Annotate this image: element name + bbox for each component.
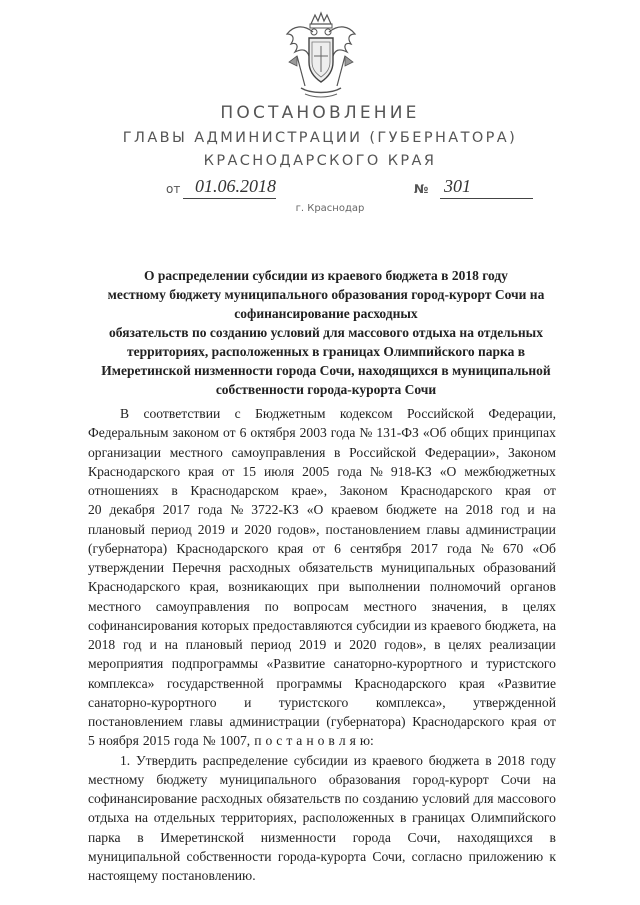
title-line: территориях, расположенных в границах Олимпийского парка в bbox=[126, 344, 526, 359]
word: 2005 bbox=[302, 463, 330, 479]
word: от bbox=[312, 540, 325, 556]
word: санаторно-курортного bbox=[333, 656, 463, 672]
word: туристского bbox=[278, 694, 349, 710]
word: 2019 bbox=[197, 521, 225, 537]
word: утверждении bbox=[88, 560, 165, 575]
word: местного bbox=[169, 444, 223, 460]
word: ноября bbox=[98, 733, 139, 749]
word: года bbox=[197, 502, 223, 518]
title-line: обязательств по созданию условий для массового отдыха на отдельных bbox=[109, 325, 543, 340]
word: от bbox=[221, 463, 235, 479]
word: которых bbox=[201, 617, 250, 633]
word: о bbox=[265, 733, 273, 749]
word: муниципальных bbox=[380, 560, 476, 575]
word: сентября bbox=[350, 540, 402, 556]
word: ю: bbox=[359, 733, 374, 749]
word: «Об bbox=[532, 540, 556, 556]
word: от bbox=[543, 483, 556, 498]
word: В bbox=[120, 406, 130, 421]
word: реализации bbox=[489, 637, 556, 652]
word: 2019 bbox=[299, 637, 327, 652]
word: № bbox=[359, 425, 373, 441]
word: 2018 bbox=[497, 752, 525, 768]
word: краевого bbox=[430, 617, 482, 633]
word: парка bbox=[88, 829, 121, 845]
word: межбюджетных bbox=[464, 463, 556, 479]
word: крае», bbox=[291, 483, 328, 498]
word: полномочий bbox=[429, 579, 501, 595]
word: «О bbox=[439, 463, 457, 479]
word: целях bbox=[448, 637, 482, 652]
word: края bbox=[277, 540, 304, 556]
body-line bbox=[88, 558, 556, 577]
body-line bbox=[88, 751, 556, 770]
word: субсидии bbox=[356, 617, 411, 633]
word: согласно bbox=[411, 848, 463, 864]
word: края, bbox=[189, 579, 219, 595]
word: в bbox=[328, 733, 335, 749]
body-line bbox=[88, 731, 556, 750]
word: в bbox=[400, 810, 407, 826]
word: н bbox=[306, 733, 314, 749]
word: муниципального bbox=[219, 771, 317, 787]
word: субсидии bbox=[293, 752, 348, 768]
word: от bbox=[543, 714, 556, 729]
word: утвержденной bbox=[473, 694, 556, 710]
word: расходных bbox=[201, 791, 263, 806]
word: комплекса» bbox=[88, 675, 155, 691]
body-line bbox=[88, 597, 556, 616]
word: бюджета bbox=[428, 752, 480, 768]
word: отношениях bbox=[88, 483, 159, 498]
word: органов bbox=[510, 579, 556, 595]
body-line bbox=[88, 828, 556, 847]
word: Краснодарского bbox=[176, 540, 269, 556]
word: плановый bbox=[185, 637, 243, 652]
word: краевом bbox=[331, 502, 379, 518]
word: и bbox=[230, 521, 239, 537]
word: 15 bbox=[242, 463, 256, 479]
word: местного bbox=[363, 598, 417, 614]
body-line bbox=[88, 789, 556, 808]
word: постановлением bbox=[325, 521, 421, 537]
word: Краснодарского bbox=[88, 579, 181, 595]
word: расходных bbox=[229, 560, 291, 575]
coat-of-arms-emblem bbox=[283, 10, 359, 100]
word: 131-ФЗ bbox=[376, 425, 419, 441]
word: (губернатора) bbox=[326, 714, 406, 729]
word: на bbox=[444, 502, 458, 518]
word: в bbox=[434, 637, 441, 652]
body-line bbox=[88, 847, 556, 866]
word: 1007, bbox=[219, 733, 251, 749]
word: Перечня bbox=[172, 560, 221, 575]
word: на bbox=[542, 617, 556, 633]
word: с bbox=[276, 733, 283, 749]
body-line bbox=[88, 462, 556, 481]
body-line bbox=[88, 423, 556, 442]
word: целях bbox=[522, 598, 556, 614]
word: № bbox=[480, 540, 494, 556]
body-line bbox=[88, 443, 556, 462]
word: «Развитие bbox=[266, 656, 326, 672]
word: (губернатора) bbox=[88, 540, 168, 556]
word: подпрограммы bbox=[171, 656, 258, 672]
word: муниципальной bbox=[88, 848, 181, 864]
word: годов», bbox=[277, 521, 320, 537]
body-line bbox=[88, 616, 556, 635]
word: края bbox=[511, 714, 537, 729]
date-prefix: от bbox=[166, 182, 181, 196]
word: отдельных bbox=[153, 810, 216, 826]
word: софинансирования bbox=[88, 617, 198, 633]
title-line: собственности города-курорта Сочи bbox=[215, 382, 437, 397]
word: бюджета, bbox=[484, 617, 539, 633]
document-title bbox=[96, 266, 556, 399]
word: 3722-КЗ bbox=[251, 502, 299, 518]
body-line bbox=[88, 500, 556, 519]
word: постановлением bbox=[88, 714, 183, 729]
word: края bbox=[505, 483, 531, 498]
body-line bbox=[88, 654, 556, 673]
word: находящихся bbox=[457, 829, 533, 845]
word: администрации bbox=[229, 714, 320, 729]
word: бюджету bbox=[156, 771, 208, 787]
word: годов», bbox=[384, 637, 427, 652]
body-line bbox=[88, 866, 556, 885]
word: июля bbox=[263, 463, 295, 479]
title-line: софинансирование расходных bbox=[234, 306, 418, 321]
body-line bbox=[88, 693, 556, 712]
word: соответствии bbox=[143, 406, 221, 421]
word: общих bbox=[450, 425, 489, 441]
word: низменности bbox=[260, 829, 337, 845]
word: и bbox=[527, 502, 535, 518]
word: 918-КЗ bbox=[390, 463, 432, 479]
word: п bbox=[254, 733, 262, 749]
word: обязательств bbox=[266, 791, 341, 806]
word: Федерации», bbox=[424, 444, 500, 460]
word: Законом bbox=[507, 444, 556, 460]
word: год bbox=[123, 637, 142, 652]
word: по bbox=[264, 598, 279, 614]
word: 2018 bbox=[88, 637, 116, 652]
word: самоуправления bbox=[155, 598, 250, 614]
word: границах bbox=[412, 810, 466, 826]
word: постановлению. bbox=[161, 868, 256, 883]
word: обязательств bbox=[298, 560, 373, 575]
word: края bbox=[188, 463, 214, 479]
word: Краснодарского bbox=[412, 714, 505, 729]
word: 6 bbox=[334, 540, 341, 556]
body-line bbox=[88, 577, 556, 596]
word: комплекса», bbox=[375, 694, 446, 710]
word: году bbox=[530, 752, 556, 768]
word: Сочи, bbox=[407, 829, 441, 845]
word: государственной bbox=[166, 675, 264, 691]
body-line bbox=[88, 539, 556, 558]
word: 2017 bbox=[410, 540, 438, 556]
city-label: г. Краснодар bbox=[295, 203, 365, 214]
word: софинансирование bbox=[88, 791, 198, 806]
word: программы bbox=[276, 675, 342, 691]
word: Федеральным bbox=[88, 425, 169, 441]
word: 2003 bbox=[299, 425, 327, 441]
word: «О bbox=[306, 502, 324, 518]
word: краевого bbox=[372, 752, 423, 768]
word: № bbox=[230, 502, 244, 518]
doc-type-heading: ПОСТАНОВЛЕНИЕ bbox=[220, 103, 420, 123]
word: отдыха bbox=[88, 810, 130, 826]
word: Олимпийского bbox=[470, 810, 556, 826]
word: к bbox=[549, 848, 556, 864]
word: 2017 bbox=[162, 502, 190, 518]
word: возникающих bbox=[228, 579, 309, 595]
number-prefix: № bbox=[414, 182, 429, 196]
body-line bbox=[88, 712, 556, 731]
title-line: О распределении субсидии из краевого бюджета в 2018 году bbox=[144, 268, 508, 283]
word: № bbox=[202, 733, 216, 749]
word: из bbox=[414, 617, 427, 633]
word: и bbox=[149, 637, 157, 652]
word: 2018 bbox=[465, 502, 493, 518]
word: города bbox=[352, 829, 391, 845]
word: город-курорт bbox=[412, 771, 489, 787]
word: 20 bbox=[88, 502, 102, 518]
word: образований bbox=[483, 560, 556, 575]
word: условий bbox=[422, 791, 470, 806]
word: туристского bbox=[486, 656, 556, 672]
word: «Развитие bbox=[497, 675, 556, 691]
word: декабря bbox=[109, 502, 155, 518]
word: Российской bbox=[349, 444, 417, 460]
word: на bbox=[164, 637, 178, 652]
body-line bbox=[88, 481, 556, 500]
word: 2020 bbox=[244, 521, 272, 537]
word: я bbox=[349, 733, 356, 749]
word: в bbox=[334, 444, 341, 460]
word: л bbox=[338, 733, 346, 749]
issuer-heading: ГЛАВЫ АДМИНИСТРАЦИИ (ГУБЕРНАТОРА) bbox=[122, 130, 518, 146]
word: из bbox=[353, 752, 367, 768]
word: значения, bbox=[431, 598, 487, 614]
word: собственности bbox=[186, 848, 272, 864]
word: выполнении bbox=[348, 579, 421, 595]
word: предоставляются bbox=[252, 617, 353, 633]
number-underline bbox=[440, 198, 533, 199]
word: на bbox=[542, 771, 556, 787]
word: распределение bbox=[202, 752, 288, 768]
word: созданию bbox=[362, 791, 419, 806]
word: организации bbox=[88, 444, 161, 460]
word: в bbox=[171, 483, 178, 498]
word: октября bbox=[250, 425, 296, 441]
word: в bbox=[137, 829, 144, 845]
word: плановый bbox=[88, 521, 145, 537]
word: в bbox=[549, 829, 556, 845]
word: самоуправления bbox=[231, 444, 326, 460]
word: Федерации, bbox=[488, 406, 556, 421]
word: главы bbox=[189, 714, 223, 729]
word: кодексом bbox=[339, 406, 393, 421]
word: 2015 bbox=[142, 733, 171, 749]
word: период bbox=[250, 637, 292, 652]
word: Краснодарского bbox=[354, 675, 447, 691]
word: и bbox=[244, 694, 252, 710]
word: года bbox=[174, 733, 199, 749]
word: 2020 bbox=[349, 637, 377, 652]
word: 5 bbox=[88, 733, 95, 749]
word: Российской bbox=[407, 406, 474, 421]
word: и bbox=[470, 656, 478, 672]
title-line: Имеретинской низменности города Сочи, находящихся в муниципальной bbox=[101, 363, 551, 378]
word: принципах bbox=[492, 425, 556, 441]
body-line bbox=[88, 770, 556, 789]
word: 1. bbox=[120, 752, 131, 768]
document-number: 301 bbox=[444, 176, 471, 196]
word: на bbox=[134, 810, 149, 826]
word: года bbox=[330, 425, 356, 441]
word: № bbox=[369, 463, 383, 479]
word: главы bbox=[426, 521, 460, 537]
word: местного bbox=[88, 598, 142, 614]
word: «Об bbox=[422, 425, 447, 441]
word: в bbox=[485, 752, 492, 768]
word: на bbox=[542, 502, 556, 518]
date-underline bbox=[183, 198, 276, 199]
word: настоящему bbox=[88, 868, 158, 883]
word: с bbox=[234, 406, 241, 421]
word: местному bbox=[88, 771, 145, 787]
word: 6 bbox=[239, 425, 247, 441]
word: территориях, bbox=[221, 810, 297, 826]
word: а bbox=[296, 733, 303, 749]
document-body bbox=[88, 404, 556, 885]
word: бюджете bbox=[386, 502, 437, 518]
word: Краснодарского bbox=[88, 463, 181, 479]
word: массового bbox=[497, 791, 556, 806]
word: Сочи, bbox=[372, 848, 406, 864]
word: по bbox=[344, 791, 359, 806]
word: администрации bbox=[465, 521, 556, 537]
word: от bbox=[223, 425, 236, 441]
word: т bbox=[286, 733, 293, 749]
word: года bbox=[447, 540, 472, 556]
body-line bbox=[88, 808, 556, 827]
word: в bbox=[501, 598, 508, 614]
body-line bbox=[88, 404, 556, 423]
word: при bbox=[318, 579, 340, 595]
word: Имеретинской bbox=[160, 829, 245, 845]
word: и bbox=[334, 637, 342, 652]
word: для bbox=[473, 791, 494, 806]
word: города-курорта bbox=[277, 848, 367, 864]
region-heading: КРАСНОДАРСКОГО КРАЯ bbox=[203, 153, 437, 169]
word: о bbox=[317, 733, 325, 749]
word: Бюджетным bbox=[255, 406, 326, 421]
word: Утвердить bbox=[136, 752, 197, 768]
word: год bbox=[500, 502, 520, 518]
word: Законом bbox=[339, 483, 388, 498]
word: вопросам bbox=[293, 598, 349, 614]
document-date: 01.06.2018 bbox=[195, 176, 276, 196]
word: расположенных bbox=[302, 810, 395, 826]
word: года bbox=[337, 463, 362, 479]
word: Краснодарского bbox=[400, 483, 493, 498]
title-line: местному бюджету муниципального образования город-курорт Сочи на bbox=[107, 287, 545, 302]
word: Сочи bbox=[500, 771, 531, 787]
word: период bbox=[151, 521, 192, 537]
body-line bbox=[88, 674, 556, 693]
body-line bbox=[88, 520, 556, 539]
word: санаторно-курортного bbox=[88, 694, 217, 710]
word: Краснодарском bbox=[190, 483, 279, 498]
body-line bbox=[88, 635, 556, 654]
word: мероприятия bbox=[88, 656, 164, 672]
word: 670 bbox=[502, 540, 524, 556]
word: законом bbox=[172, 425, 220, 441]
word: края bbox=[459, 675, 485, 691]
word: приложению bbox=[468, 848, 544, 864]
word: образования bbox=[328, 771, 401, 787]
